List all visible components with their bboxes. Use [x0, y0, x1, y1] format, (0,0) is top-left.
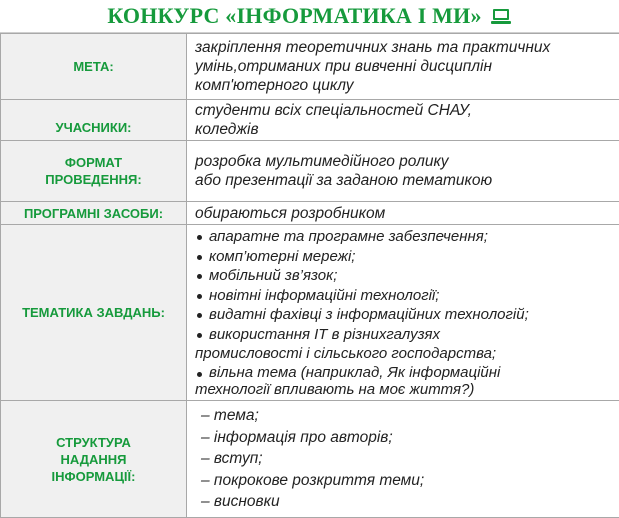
value-topics — [187, 225, 619, 401]
list-item: – інформація про авторів; — [201, 427, 619, 449]
value-software: обираються розробником — [187, 202, 619, 225]
label-meta: МЕТА: — [1, 34, 187, 100]
item-line: вільна тема (наприклад, Як інформаційні — [209, 364, 619, 381]
list-item: використання ІТ в різнихгалузях — [195, 325, 619, 345]
label-line: ФОРМАТ — [1, 154, 186, 171]
list-item: – вступ; — [201, 448, 619, 470]
item-line: технології впливають на моє життя?) — [195, 381, 619, 398]
topics-list-last — [195, 364, 619, 398]
list-item: новітні інформаційні технології; — [195, 286, 619, 306]
list-item: – тема; — [201, 405, 619, 427]
row-format — [1, 141, 619, 202]
value-participants — [187, 100, 619, 141]
list-item: – висновки — [201, 491, 619, 513]
label-line: ПРОВЕДЕННЯ: — [1, 171, 186, 188]
value-line: або презентації за заданою тематикою — [195, 171, 619, 190]
row-structure — [1, 401, 619, 518]
list-item: – покрокове розкриття теми; — [201, 470, 619, 492]
structure-list — [201, 405, 619, 513]
list-item: апаратне та програмне забезпечення; — [195, 227, 619, 247]
label-line: СТРУКТУРА — [1, 434, 186, 451]
value-line: коледжів — [195, 120, 619, 139]
value-structure — [187, 401, 619, 518]
laptop-icon — [490, 6, 512, 24]
row-topics — [1, 225, 619, 401]
page-title — [0, 0, 619, 33]
list-item: мобільний зв’язок; — [195, 266, 619, 286]
list-item — [195, 364, 619, 398]
title-text: КОНКУРС «ІНФОРМАТИКА І МИ» — [107, 3, 481, 29]
list-continuation: промисловості і сільського господарства; — [195, 344, 619, 364]
list-item: видатні фахівці з інформаційних технологій; — [195, 305, 619, 325]
label-line: ІНФОРМАЦІЇ: — [1, 468, 186, 485]
row-meta — [1, 34, 619, 100]
value-format — [187, 141, 619, 202]
label-line: НАДАННЯ — [1, 451, 186, 468]
label-topics: ТЕМАТИКА ЗАВДАНЬ: — [1, 225, 187, 401]
value-meta — [187, 34, 619, 100]
value-line: умінь,отриманих при вивченні дисциплін — [195, 57, 619, 76]
row-software — [1, 202, 619, 225]
row-participants — [1, 100, 619, 141]
value-line: розробка мультимедійного ролику — [195, 152, 619, 171]
topics-list — [195, 227, 619, 345]
value-line: комп'ютерного циклу — [195, 76, 619, 95]
info-table — [0, 33, 619, 518]
label-format — [1, 141, 187, 202]
value-line: студенти всіх спеціальностей СНАУ, — [195, 101, 619, 120]
value-line: закріплення теоретичних знань та практичних — [195, 38, 619, 57]
label-structure — [1, 401, 187, 518]
label-software: ПРОГРАМНІ ЗАСОБИ: — [1, 202, 187, 225]
label-participants: УЧАСНИКИ: — [1, 100, 187, 141]
list-item: комп’ютерні мережі; — [195, 247, 619, 267]
